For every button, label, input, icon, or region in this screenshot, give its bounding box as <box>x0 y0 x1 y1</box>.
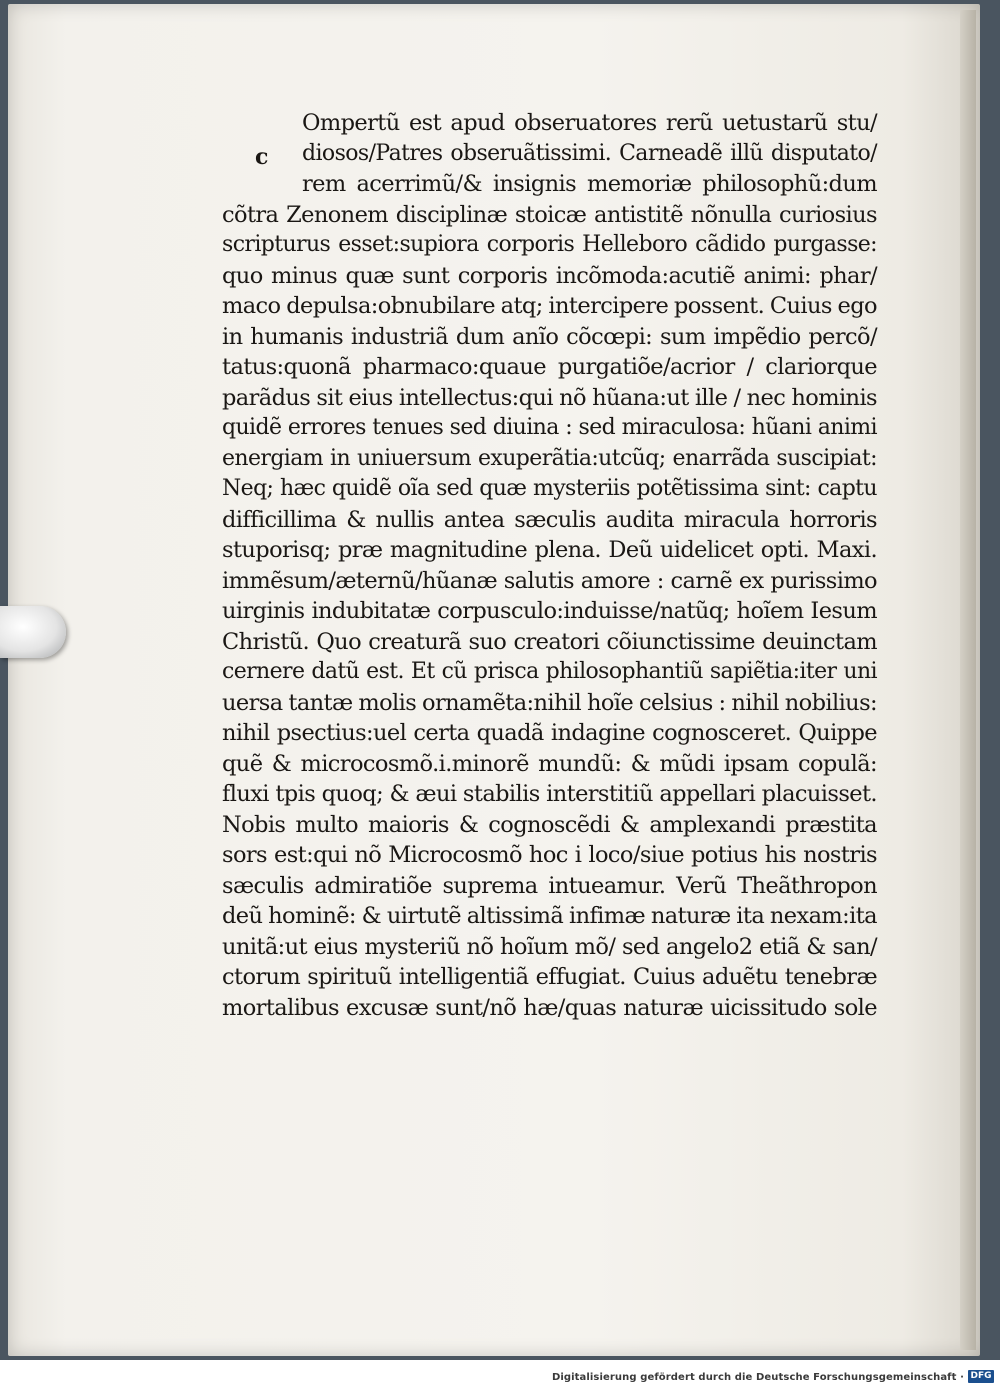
text-line: uirginis indubitatæ corpusculo:induisse/natũq; hoĩem Iesum <box>222 598 877 624</box>
text-line: Neq; hæc quidẽ oĩa sed quæ mysteriis potẽtissima sint: captu <box>222 476 877 501</box>
text-line: rem acerrimũ/& insignis memoriæ philosophũ:dum <box>302 171 877 197</box>
bookmark-tab <box>0 606 66 658</box>
text-line: energiam in uniuersum exuperãtia:utcũq; enarrãda suscipiat: <box>222 445 877 471</box>
text-line: quo minus quæ sunt corporis incõmoda:acutiẽ animi: phar/ <box>222 262 877 289</box>
text-line: Christũ. Quo creaturã suo creatori cõiunctissime deuinctam <box>222 628 877 655</box>
text-line: Nobis multo maioris & cognoscẽdi & amplexandi præstita <box>222 811 877 838</box>
text-line: unitã:ut eius mysteriũ nõ hoĩum mõ/ sed angelo2 etiã & san/ <box>222 933 877 960</box>
text-line: sæculis admiratiõe suprema intueamur. Verũ Theãthropon <box>222 872 877 899</box>
text-line: stuporisq; præ magnitudine plena. Deũ uidelicet opti. Maxi. <box>222 537 877 563</box>
text-line: in humanis industriã dum anĩo cõcœpi: sum impẽdio percõ/ <box>222 323 877 350</box>
text-line: quidẽ errores tenues sed diuina : sed miraculosa: hũani animi <box>222 415 877 440</box>
footer-bar <box>0 1362 1000 1391</box>
text-line: deũ hominẽ: & uirtutẽ altissimã infimæ naturæ ita nexam:ita <box>222 903 877 929</box>
text-line: nihil psectius:uel certa quadã indagine cognosceret. Quippe <box>222 720 877 746</box>
text-line: difficillima & nullis antea sæculis audita miracula horroris <box>222 506 877 533</box>
text-line: tatus:quonã pharmaco:quaue purgatiõe/acrior / clariorque <box>222 354 877 380</box>
text-line: maco depulsa:obnubilare atq; intercipere possent. Cuius ego <box>222 293 877 319</box>
text-block <box>222 108 877 1023</box>
text-line: scripturus esset:supiora corporis Helleboro cãdido purgasse: <box>222 232 877 257</box>
text-line: ctorum spirituũ intelligentiã effugiat. Cuius aduẽtu tenebræ <box>222 964 877 990</box>
text-line: parãdus sit eius intellectus:qui nõ hũana:ut ille / nec hominis <box>222 384 877 411</box>
funding-credit: Digitalisierung gefördert durch die Deutsche Forschungsgemeinschaft · <box>551 1372 964 1383</box>
text-line: cernere datũ est. Et cũ prisca philosophantiũ sapiẽtia:iter uni <box>222 659 877 684</box>
text-line: mortalibus excusæ sunt/nõ hæ/quas naturæ uicissitudo sole <box>222 994 877 1021</box>
dfg-logo[interactable]: DFG <box>968 1370 994 1383</box>
text-line: fluxi tpis quoq; & æui stabilis interstitiũ appellari placuisset. <box>222 781 877 807</box>
text-line: cõtra Zenonem disciplinæ stoicæ antistitẽ nõnulla curiosius <box>222 201 877 228</box>
text-line: uersa tantæ molis ornamẽta:nihil hoĩe celsius : nihil nobilius: <box>222 689 877 716</box>
text-line: Ompertũ est apud obseruatores rerũ uetustarũ stu/ <box>302 110 877 136</box>
text-line: sors est:qui nõ Microcosmõ hoc i loco/siue potius his nostris <box>222 842 877 868</box>
margin-note: c <box>255 144 269 170</box>
text-line: immẽsum/æternũ/hũanæ salutis amore : carnẽ ex purissimo <box>222 567 877 594</box>
text-line: diosos/Patres obseruãtissimi. Carneadẽ illũ disputato/ <box>302 140 877 166</box>
text-line: quẽ & microcosmõ.i.minorẽ mundũ: & mũdi ipsam copulã: <box>222 750 877 777</box>
page-edge <box>960 10 976 1350</box>
